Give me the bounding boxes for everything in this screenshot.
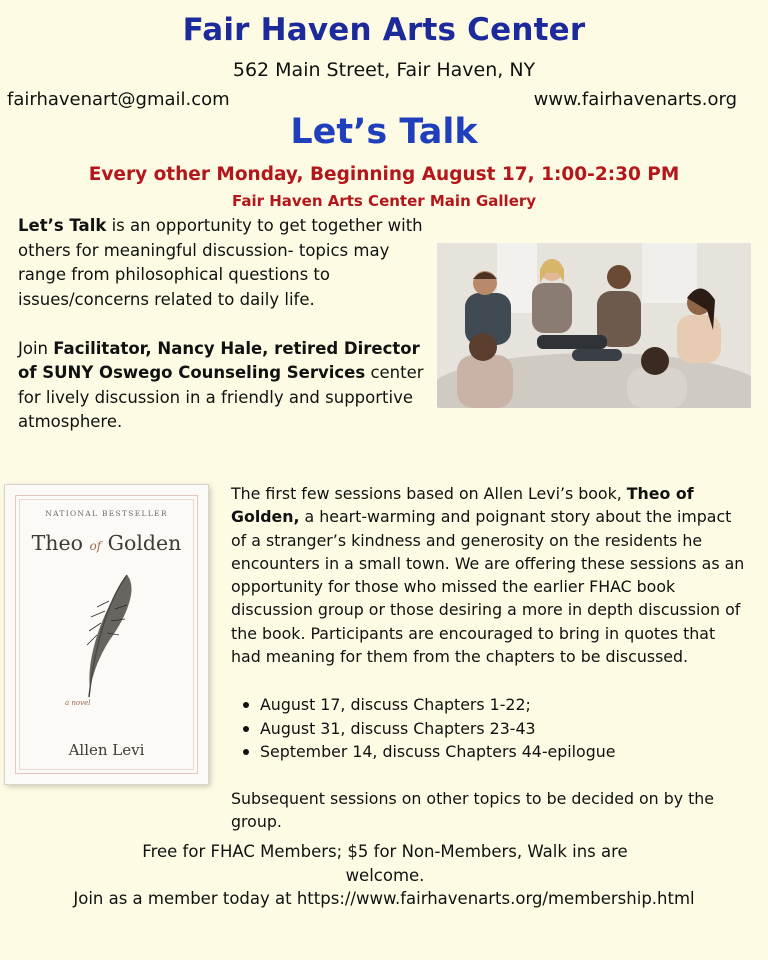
intro-event-name: Let’s Talk [18,216,107,235]
contact-email: fairhavenart@gmail.com [7,89,230,110]
book-cover-kicker: NATIONAL BESTSELLER [45,509,168,518]
facilitator-name: Facilitator, Nancy Hale, retired Director of SUNY Oswego Counseling Services [18,338,420,382]
session-list [232,693,615,764]
book-details-text: a heart-warming and poignant story about the impact of a stranger’s kindness and generosity on the residents he encounters in a small town. We are offering these sessions as an opportunity for those who missed the earlier FHAC book discussion group or those desiring a more in depth discussion of the book. Participants are encouraged to bring in quotes that had meaning for them from the chapters to be discussed. [231,507,745,667]
list-item: September 14, discuss Chapters 44-epilogue [260,740,615,764]
event-location: Fair Haven Arts Center Main Gallery [231,192,537,210]
org-address: 562 Main Street, Fair Haven, NY [232,59,536,81]
event-schedule: Every other Monday, Beginning August 17, 1:00-2:30 PM [88,164,680,185]
book-details-lead: The first few sessions based on Allen Levi’s book, [231,484,627,503]
intro-paragraph-2 [18,337,438,435]
feather-icon [75,571,145,701]
intro-section [18,214,438,435]
book-cover-subtitle: a novel [65,699,91,707]
book-details-paragraph [231,482,746,668]
membership-link: Join as a member today at https://www.fairhavenarts.org/membership.html [73,889,695,908]
book-title-word-2: Golden [101,531,182,555]
intro-paragraph-1 [18,214,438,312]
book-title-word-1: Theo [31,531,90,555]
org-name: Fair Haven Arts Center [182,12,586,48]
list-item: August 31, discuss Chapters 23-43 [260,717,615,741]
book-cover-author: Allen Levi [68,741,145,759]
book-details-title: Theo of Golden, [231,484,694,527]
intro-join-lead: Join [18,338,54,358]
intro-join-text: center for lively discussion in a friendly and supportive atmosphere. [18,363,424,431]
website-link: www.fairhavenarts.org [533,89,737,110]
group-discussion-photo [437,243,751,408]
event-title: Let’s Talk [290,112,478,152]
pricing-info: Free for FHAC Members; $5 for Non-Members, Walk ins are welcome. [142,842,628,885]
book-cover-title [5,531,208,555]
book-title-of: of [89,539,102,553]
list-item: August 17, discuss Chapters 1-22; [260,693,615,717]
subsequent-sessions-note: Subsequent sessions on other topics to be decided on by the group. [231,789,715,832]
book-details [231,482,746,668]
book-cover [5,485,208,784]
group-discussion-illustration [437,243,751,408]
intro-description: is an opportunity to get together with others for meaningful discussion- topics may range from philosophical questions to issues/concerns related to daily life. [18,216,423,309]
